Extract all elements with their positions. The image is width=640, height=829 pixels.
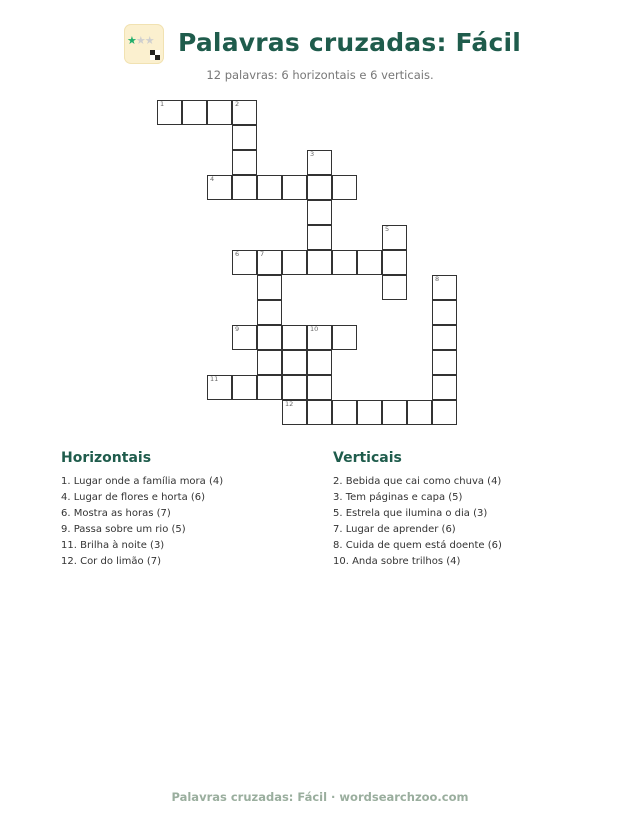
across-clue: 12. Cor do limão (7)	[61, 556, 162, 567]
down-clue: 8. Cuida de quem está doente (6)	[333, 540, 502, 551]
clue-number: 9	[235, 325, 240, 333]
grid-cell	[182, 100, 207, 125]
grid-cell	[257, 275, 282, 300]
grid-cell	[282, 400, 307, 425]
grid-cell	[332, 400, 357, 425]
grid-cell	[257, 350, 282, 375]
grid-cell	[432, 275, 457, 300]
grid-cell	[257, 325, 282, 350]
grid-cell	[257, 300, 282, 325]
clue-number: 10	[310, 325, 319, 333]
grid-cell	[307, 400, 332, 425]
grid-cell	[432, 325, 457, 350]
grid-cell	[307, 150, 332, 175]
across-clue: 4. Lugar de flores e horta (6)	[61, 492, 206, 503]
down-clue: 5. Estrela que ilumina o dia (3)	[333, 508, 488, 519]
grid-cell	[282, 250, 307, 275]
grid-cell	[282, 175, 307, 200]
down-clue: 7. Lugar de aprender (6)	[333, 524, 456, 535]
grid-cell	[307, 200, 332, 225]
grid-cell	[307, 350, 332, 375]
grid-cell	[307, 250, 332, 275]
grid-cell	[282, 325, 307, 350]
grid-cell	[232, 150, 257, 175]
grid-cell	[232, 125, 257, 150]
crossword-difficulty-logo-icon	[124, 24, 164, 64]
down-clue: 10. Anda sobre trilhos (4)	[333, 556, 461, 567]
crossword-grid	[157, 100, 459, 428]
page-header	[0, 22, 640, 68]
difficulty-stars-icon: ★★★	[127, 34, 154, 47]
clue-number: 1	[160, 100, 165, 108]
grid-cell	[332, 325, 357, 350]
grid-cell	[382, 275, 407, 300]
grid-cell	[357, 250, 382, 275]
across-heading: Horizontais	[61, 450, 152, 466]
clue-number: 4	[210, 175, 215, 183]
grid-cell	[232, 100, 257, 125]
down-clue: 2. Bebida que cai como chuva (4)	[333, 476, 502, 487]
grid-cell-icon	[150, 50, 160, 60]
grid-cell	[207, 175, 232, 200]
grid-cell	[232, 250, 257, 275]
grid-cell	[432, 350, 457, 375]
grid-cell	[357, 400, 382, 425]
across-clue: 9. Passa sobre um rio (5)	[61, 524, 186, 535]
grid-cell	[332, 250, 357, 275]
down-heading: Verticais	[333, 450, 402, 466]
grid-cell	[257, 250, 282, 275]
grid-cell	[157, 100, 182, 125]
grid-cell	[207, 375, 232, 400]
down-clues	[333, 450, 502, 570]
grid-cell	[232, 325, 257, 350]
down-clue: 3. Tem páginas e capa (5)	[333, 492, 463, 503]
grid-cell	[432, 300, 457, 325]
grid-cell	[257, 375, 282, 400]
across-clue: 6. Mostra as horas (7)	[61, 508, 171, 519]
grid-cell	[382, 225, 407, 250]
grid-cell	[382, 400, 407, 425]
grid-cell	[432, 400, 457, 425]
grid-cell	[207, 100, 232, 125]
grid-cell	[257, 175, 282, 200]
clue-number: 12	[285, 400, 294, 408]
page-title: Palavras cruzadas: Fácil	[178, 28, 521, 57]
page-subtitle: 12 palavras: 6 horizontais e 6 verticais.	[206, 68, 434, 82]
grid-cell	[307, 225, 332, 250]
grid-cell	[282, 350, 307, 375]
clue-number: 7	[260, 250, 265, 258]
clue-number: 3	[310, 150, 315, 158]
grid-cell	[232, 375, 257, 400]
grid-cell	[332, 175, 357, 200]
grid-cell	[432, 375, 457, 400]
grid-cell	[307, 175, 332, 200]
clue-number: 2	[235, 100, 240, 108]
clue-number: 8	[435, 275, 440, 283]
grid-cell	[382, 250, 407, 275]
across-clue: 11. Brilha à noite (3)	[61, 540, 165, 551]
across-clue: 1. Lugar onde a família mora (4)	[61, 476, 224, 487]
grid-cell	[407, 400, 432, 425]
grid-cell	[307, 325, 332, 350]
grid-cell	[282, 375, 307, 400]
page-footer: Palavras cruzadas: Fácil · wordsearchzoo.com	[171, 790, 469, 804]
clue-number: 5	[385, 225, 390, 233]
grid-cell	[232, 175, 257, 200]
clue-number: 6	[235, 250, 240, 258]
clue-number: 11	[210, 375, 219, 383]
grid-cell	[307, 375, 332, 400]
across-clues	[61, 450, 223, 570]
